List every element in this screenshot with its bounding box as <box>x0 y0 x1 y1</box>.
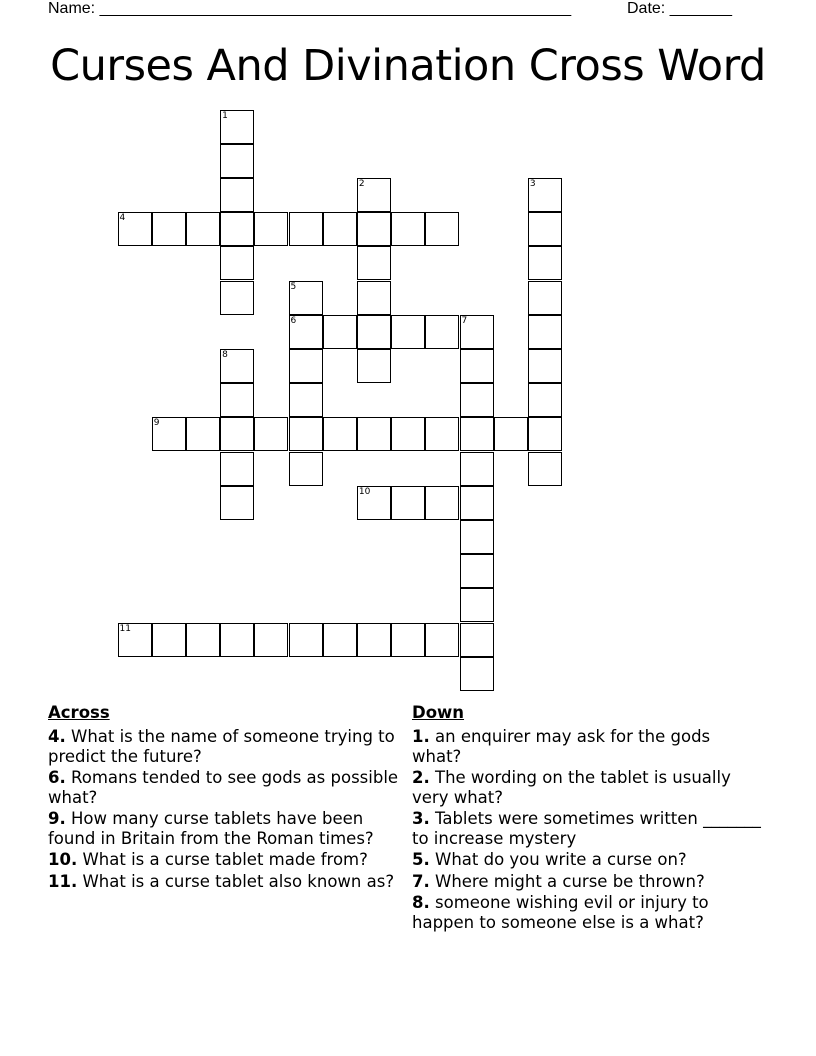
grid-cell[interactable] <box>323 315 357 349</box>
clue-number: 1. <box>412 727 430 746</box>
cell-number: 9 <box>153 418 160 429</box>
cell-number: 8 <box>222 349 228 360</box>
grid-cell[interactable] <box>289 315 323 349</box>
grid-cell[interactable] <box>289 281 323 315</box>
clue-number: 5. <box>412 850 430 869</box>
down-clue <box>412 850 762 870</box>
clue-text: The wording on the tablet is usually very what? <box>412 768 731 807</box>
down-clue <box>412 872 762 892</box>
clue-text: What is a curse tablet also known as? <box>82 871 395 891</box>
grid-cell[interactable] <box>220 178 254 212</box>
grid-cell[interactable] <box>460 623 494 657</box>
grid-cell[interactable] <box>528 452 562 486</box>
grid-cell[interactable] <box>425 623 459 657</box>
grid-cell[interactable] <box>289 349 323 383</box>
grid-cell[interactable] <box>357 623 391 657</box>
grid-cell[interactable] <box>460 349 494 383</box>
cell-number: 7 <box>461 315 468 326</box>
cell-number: 11 <box>119 623 131 634</box>
grid-cell[interactable] <box>460 588 494 622</box>
grid-cell[interactable] <box>152 623 186 657</box>
grid-cell[interactable] <box>391 623 425 657</box>
clue-number: 7. <box>412 871 430 891</box>
grid-cell[interactable] <box>528 417 562 451</box>
clue-number: 2. <box>412 768 430 787</box>
grid-cell[interactable] <box>460 383 494 417</box>
grid-cell[interactable] <box>425 315 459 349</box>
cell-number: 6 <box>290 315 297 326</box>
grid-cell[interactable] <box>254 417 288 451</box>
grid-cell[interactable] <box>460 452 494 486</box>
grid-cell[interactable] <box>391 486 425 520</box>
clue-number: 3. <box>412 809 430 828</box>
grid-cell[interactable] <box>220 623 254 657</box>
across-clue <box>48 768 408 807</box>
grid-cell[interactable] <box>357 281 391 315</box>
grid-cell[interactable] <box>220 246 254 280</box>
grid-cell[interactable] <box>357 246 391 280</box>
grid-cell[interactable] <box>391 315 425 349</box>
across-heading: Across <box>48 703 110 722</box>
grid-cell[interactable] <box>528 315 562 349</box>
cell-number: 1 <box>222 110 228 121</box>
grid-cell[interactable] <box>289 452 323 486</box>
grid-cell[interactable] <box>528 178 562 212</box>
cell-number: 3 <box>529 178 536 189</box>
grid-cell[interactable] <box>460 657 494 691</box>
grid-cell[interactable] <box>186 417 220 451</box>
grid-cell[interactable] <box>118 212 152 246</box>
grid-cell[interactable] <box>528 383 562 417</box>
clue-number: 11. <box>48 871 78 891</box>
clue-text: What do you write a curse on? <box>435 850 687 869</box>
down-heading: Down <box>412 703 465 722</box>
clue-text: Tablets were sometimes written _______ to increase mystery <box>412 809 761 848</box>
grid-cell[interactable] <box>357 212 391 246</box>
cell-number: 10 <box>358 486 371 497</box>
clue-text: What is the name of someone trying to predict the future? <box>48 727 395 766</box>
grid-cell[interactable] <box>494 417 528 451</box>
down-clue <box>412 809 762 848</box>
clue-number: 10. <box>48 850 78 869</box>
grid-cell[interactable] <box>528 212 562 246</box>
grid-cell[interactable] <box>220 349 254 383</box>
across-clues <box>48 703 408 893</box>
grid-cell[interactable] <box>460 486 494 520</box>
grid-cell[interactable] <box>460 520 494 554</box>
clue-number: 4. <box>48 727 66 746</box>
clue-text: How many curse tablets have been found in Britain from the Roman times? <box>48 809 374 848</box>
grid-cell[interactable] <box>357 486 391 520</box>
grid-cell[interactable] <box>220 281 254 315</box>
grid-cell[interactable] <box>391 212 425 246</box>
grid-cell[interactable] <box>118 623 152 657</box>
grid-cell[interactable] <box>357 178 391 212</box>
grid-cell[interactable] <box>152 212 186 246</box>
grid-cell[interactable] <box>220 144 254 178</box>
clue-text: someone wishing evil or injury to happen to someone else is a what? <box>412 893 709 932</box>
across-clue <box>48 809 408 848</box>
grid-cell[interactable] <box>528 281 562 315</box>
grid-cell[interactable] <box>323 623 357 657</box>
grid-cell[interactable] <box>186 212 220 246</box>
grid-cell[interactable] <box>425 486 459 520</box>
grid-cell[interactable] <box>357 349 391 383</box>
clue-number: 9. <box>48 809 66 828</box>
grid-cell[interactable] <box>391 417 425 451</box>
clue-text: an enquirer may ask for the gods what? <box>412 727 711 766</box>
name-field-label: Name: _____________________________________________________ <box>48 0 572 17</box>
clue-text: Where might a curse be thrown? <box>435 871 705 891</box>
grid-cell[interactable] <box>460 315 494 349</box>
grid-cell[interactable] <box>460 417 494 451</box>
grid-cell[interactable] <box>220 110 254 144</box>
grid-cell[interactable] <box>289 212 323 246</box>
clue-text: What is a curse tablet made from? <box>82 850 368 869</box>
clue-text: Romans tended to see gods as possible what? <box>48 768 399 807</box>
down-clue-list <box>412 727 762 932</box>
grid-cell[interactable] <box>323 417 357 451</box>
grid-cell[interactable] <box>323 212 357 246</box>
grid-cell[interactable] <box>528 246 562 280</box>
grid-cell[interactable] <box>186 623 220 657</box>
cell-number: 4 <box>119 213 126 224</box>
grid-cell[interactable] <box>425 212 459 246</box>
grid-cell[interactable] <box>220 452 254 486</box>
grid-cell[interactable] <box>254 212 288 246</box>
grid-cell[interactable] <box>220 383 254 417</box>
down-clue <box>412 893 762 932</box>
clue-number: 8. <box>412 893 430 912</box>
across-clue-list <box>48 727 408 891</box>
grid-cell[interactable] <box>152 417 186 451</box>
grid-cell[interactable] <box>425 417 459 451</box>
across-clue <box>48 872 408 892</box>
across-clue <box>48 850 408 870</box>
grid-cell[interactable] <box>460 554 494 588</box>
grid-cell[interactable] <box>254 623 288 657</box>
date-field-label: Date: _______ <box>627 0 732 17</box>
grid-cell[interactable] <box>220 212 254 246</box>
clue-number: 6. <box>48 768 66 787</box>
across-clue <box>48 727 408 766</box>
grid-cell[interactable] <box>289 383 323 417</box>
grid-cell[interactable] <box>528 349 562 383</box>
page-title: Curses And Divination Cross Word <box>50 41 766 91</box>
grid-cell[interactable] <box>357 417 391 451</box>
grid-cell[interactable] <box>220 486 254 520</box>
cell-number: 5 <box>290 281 297 292</box>
down-clue <box>412 727 762 766</box>
cell-number: 2 <box>358 178 365 189</box>
grid-cell[interactable] <box>289 417 323 451</box>
down-clues <box>412 703 762 934</box>
grid-cell[interactable] <box>220 417 254 451</box>
grid-cell[interactable] <box>357 315 391 349</box>
grid-cell[interactable] <box>289 623 323 657</box>
down-clue <box>412 768 762 807</box>
